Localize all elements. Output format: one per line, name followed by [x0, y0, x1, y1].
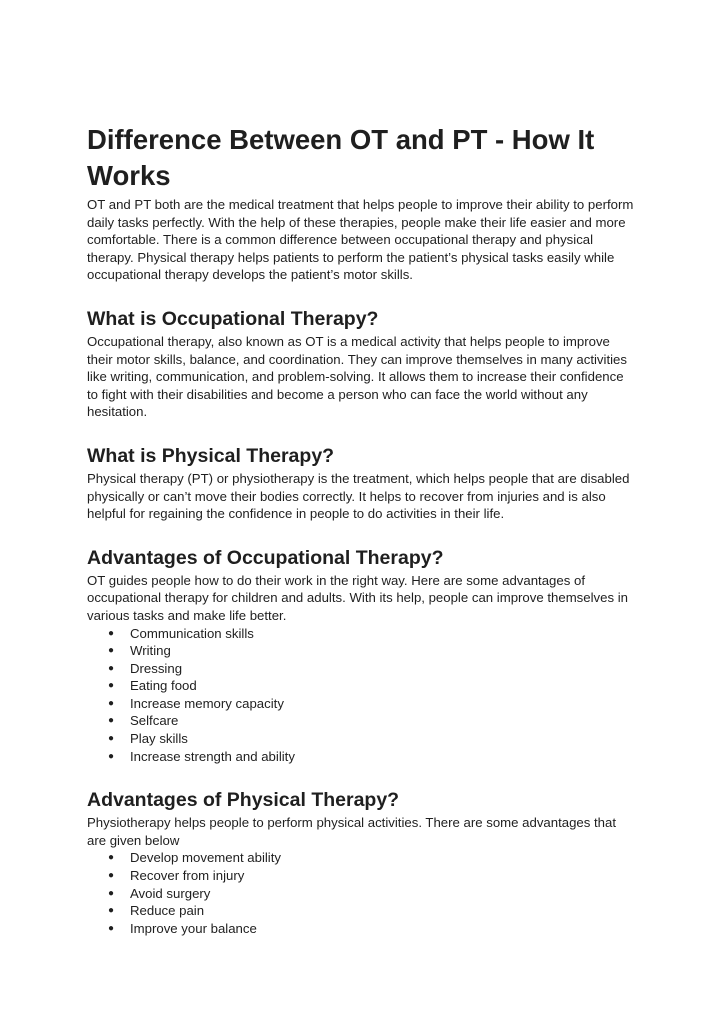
- list-item: [108, 642, 634, 660]
- bullet-icon: ●: [108, 905, 115, 917]
- list-item: [108, 660, 634, 678]
- section-body-what-is-ot: Occupational therapy, also known as OT is a medical activity that helps people to improve their motor skills, balance, and coordination. They can improve themselves in many activities like writing, communication, and problem-solving. It allows them to increase their confidence to fight with their disabilities and become a person who can face the world without any hesitation.: [87, 333, 627, 420]
- list-item-text: Communication skills: [130, 625, 254, 641]
- list-item: [108, 885, 634, 903]
- bullet-icon: ●: [108, 922, 115, 934]
- list-item-text: Reduce pain: [130, 903, 205, 919]
- list-item: [108, 695, 634, 713]
- bullet-icon: ●: [108, 627, 115, 639]
- list-item-text: Selfcare: [130, 713, 179, 729]
- bullet-icon: ●: [108, 870, 115, 882]
- document-title: Difference Between OT and PT - How It Works: [87, 124, 595, 191]
- bullet-icon: ●: [108, 750, 115, 762]
- list-item-text: Eating food: [130, 678, 197, 694]
- section-body-what-is-pt: Physical therapy (PT) or physiotherapy is the treatment, which helps people that are disabled physically or can’t move their bodies correctly. It helps to recover from injuries and is also helpful for regaining the confidence in people to do activities in their life.: [87, 470, 630, 522]
- bullet-icon: ●: [108, 733, 115, 745]
- list-item: [108, 920, 634, 938]
- section-heading-what-is-ot: What is Occupational Therapy?: [87, 307, 379, 330]
- list-item-text: Recover from injury: [130, 868, 245, 884]
- section-heading-what-is-pt: What is Physical Therapy?: [87, 444, 335, 467]
- bullet-icon: ●: [108, 645, 115, 657]
- section-body-pt-advantages: Physiotherapy helps people to perform physical activities. There are some advantages that are given below: [87, 815, 617, 848]
- list-item: [108, 625, 634, 643]
- list-item: [108, 677, 634, 695]
- list-item-text: Play skills: [130, 731, 188, 747]
- list-item: [108, 867, 634, 885]
- list-item: [108, 730, 634, 748]
- bullet-icon: ●: [108, 887, 115, 899]
- section-body-ot-advantages: OT guides people how to do their work in the right way. Here are some advantages of occupational therapy for children and adults. With its help, people can improve themselves in various tasks and make life better.: [87, 572, 628, 623]
- list-item-text: Increase memory capacity: [130, 695, 284, 711]
- bullet-icon: ●: [108, 680, 115, 692]
- intro-paragraph: OT and PT both are the medical treatment that helps people to improve their ability to perform daily tasks perfectly. With the help of these therapies, people make their life easier and more comfortable. There is a common difference between occupational therapy and physical therapy. Physical therapy helps patients to perform the patient’s physical tasks easily while occupational therapy develops the patient’s motor skills.: [87, 197, 634, 283]
- section-heading-pt-advantages: Advantages of Physical Therapy?: [87, 789, 400, 812]
- list-item: [108, 849, 634, 867]
- bullet-icon: ●: [108, 852, 115, 864]
- list-item-text: Increase strength and ability: [130, 748, 295, 764]
- bullet-icon: ●: [108, 662, 115, 674]
- list-item: [108, 712, 634, 730]
- list-item-text: Writing: [130, 643, 171, 659]
- list-item-text: Avoid surgery: [130, 885, 211, 901]
- section-heading-ot-advantages: Advantages of Occupational Therapy?: [87, 546, 444, 569]
- list-item: [108, 902, 634, 920]
- bullet-icon: ●: [108, 715, 115, 727]
- pt-advantages-list: [87, 849, 634, 937]
- bullet-icon: ●: [108, 697, 115, 709]
- ot-advantages-list: [87, 625, 634, 766]
- list-item: [108, 748, 634, 766]
- list-item-text: Develop movement ability: [130, 850, 281, 866]
- list-item-text: Dressing: [130, 660, 183, 676]
- list-item-text: Improve your balance: [130, 920, 257, 936]
